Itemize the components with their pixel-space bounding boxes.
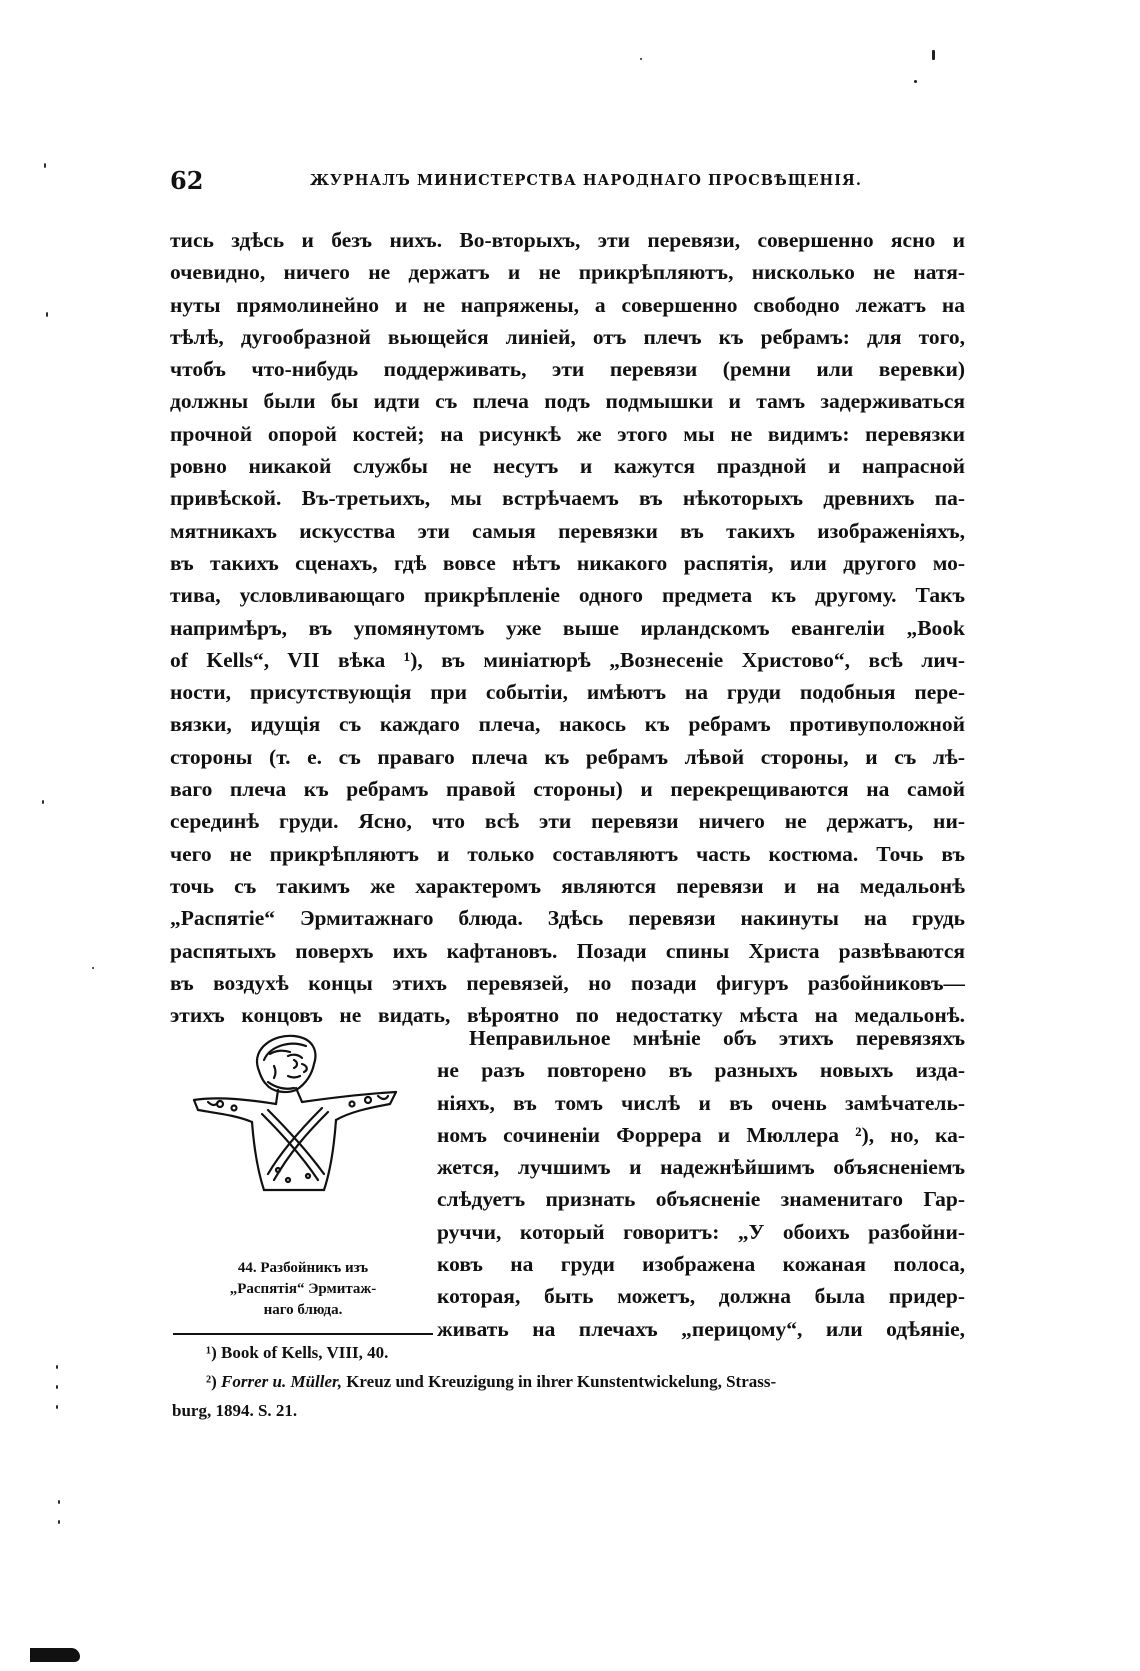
scan-speck xyxy=(56,1385,58,1389)
footnote-divider xyxy=(173,1333,433,1335)
main-text-block xyxy=(170,224,965,1031)
text-line: жется, лучшимъ и надежнѣйшимъ объясненіемъ xyxy=(437,1155,965,1180)
scan-speck xyxy=(58,1500,60,1504)
text-line: of Kells“, VII вѣка ¹), въ миніатюрѣ „Вознесеніе Христово“, всѣ лич- xyxy=(170,647,965,672)
scan-speck xyxy=(640,58,642,60)
text-line: напримѣръ, въ упомянутомъ уже выше ирландскомъ евангеліи „Book xyxy=(170,615,965,640)
footnote-1: ¹) Book of Kells, VIII, 40. xyxy=(206,1343,389,1362)
scan-speck xyxy=(42,800,44,804)
text-line: тѣлѣ, дугообразной вьющейся линіей, отъ плечъ къ ребрамъ: для того, xyxy=(170,324,965,349)
footnotes xyxy=(172,1338,967,1425)
text-line: въ воздухѣ концы этихъ перевязей, но позади фигуръ разбойниковъ— xyxy=(170,970,965,995)
text-line: слѣдуетъ признать объясненіе знаменитаго Гар- xyxy=(437,1187,965,1212)
text-line: „Распятіе“ Эрмитажнаго блюда. Здѣсь перевязи накинуты на грудь xyxy=(170,906,965,931)
text-line: вязки, идущія съ каждаго плеча, накось къ ребрамъ противуположной xyxy=(170,712,965,737)
footnote-2-title: Kreuz und Kreuzigung in ihrer Kunstentwickelung, Strass- xyxy=(341,1372,777,1391)
text-line: распятыхъ поверхъ ихъ кафтановъ. Позади спины Христа развѣваются xyxy=(170,938,965,963)
caption-line: наго блюда. xyxy=(263,1302,343,1318)
page-number: 62 xyxy=(170,166,204,195)
text-line: тива, условливающаго прикрѣпленіе одного предмета къ другому. Такъ xyxy=(170,583,965,608)
robber-figure-drawing xyxy=(190,1030,410,1210)
footnote-2-marker: ²) xyxy=(206,1372,217,1391)
scan-edge-mark xyxy=(30,1648,80,1662)
text-line: этихъ концовъ не видать, вѣроятно по недостатку мѣста на медальонѣ. xyxy=(170,1003,965,1028)
text-line: ности, присутствующія при событіи, имѣютъ на груди подобныя пере- xyxy=(170,680,965,705)
text-line: должны были бы идти съ плеча подъ подмышки и тамъ задерживаться xyxy=(170,389,965,414)
scan-speck xyxy=(56,1405,58,1409)
figure-illustration xyxy=(190,1030,410,1210)
text-line: руччи, который говоритъ: „У обоихъ разбойни- xyxy=(437,1219,965,1244)
scan-speck xyxy=(932,50,935,60)
page-header xyxy=(170,166,970,196)
text-line: ровно никакой службы не несутъ и кажутся праздной и напрасной xyxy=(170,454,965,479)
text-line: въ такихъ сценахъ, гдѣ вовсе нѣтъ никакого распятія, или другого мо- xyxy=(170,550,965,575)
text-line: которая, быть можетъ, должна была придер- xyxy=(437,1284,965,1309)
scan-speck xyxy=(92,967,94,969)
scan-speck xyxy=(58,1520,60,1524)
caption-line: „Распятія“ Эрмитаж- xyxy=(229,1281,377,1297)
text-line: прочной опорой костей; на рисункѣ же этого мы не видимъ: перевязки xyxy=(170,421,965,446)
scan-speck xyxy=(46,312,48,317)
text-line: чтобъ что-нибудь поддерживать, эти перевязи (ремни или веревки) xyxy=(170,357,965,382)
text-line: чего не прикрѣпляютъ и только составляютъ часть костюма. Точь въ xyxy=(170,841,965,866)
text-line: мятникахъ искусства эти самыя перевязки въ такихъ изображеніяхъ, xyxy=(170,518,965,543)
footnote-2-authors: Forrer u. Müller, xyxy=(221,1372,342,1391)
text-line: точь съ такимъ же характеромъ являются перевязи и на медальонѣ xyxy=(170,873,965,898)
text-line: привѣской. Въ-третьихъ, мы встрѣчаемъ въ нѣкоторыхъ древнихъ па- xyxy=(170,486,965,511)
text-line: не разъ повторено въ разныхъ новыхъ изда- xyxy=(437,1058,965,1083)
text-line: стороны (т. е. съ праваго плеча къ ребрамъ лѣвой стороны, и съ лѣ- xyxy=(170,744,965,769)
scan-speck xyxy=(56,1365,58,1369)
figure-caption xyxy=(188,1258,418,1321)
caption-line: 44. Разбойникъ изъ xyxy=(237,1260,369,1276)
text-line: номъ сочиненіи Форрера и Мюллера ²), но, ка- xyxy=(437,1122,965,1147)
running-title: ЖУРНАЛЪ МИНИСТЕРСТВА НАРОДНАГО ПРОСВѢЩЕНІЯ. xyxy=(310,172,862,189)
footnote-2 xyxy=(172,1367,967,1396)
wrapped-text-block xyxy=(437,1022,965,1345)
text-line: живать на плечахъ „перицому“, или одѣяніе, xyxy=(437,1316,965,1341)
text-line: очевидно, ничего не держатъ и не прикрѣпляютъ, нисколько не натя- xyxy=(170,260,965,285)
text-line: ваго плеча къ ребрамъ правой стороны) и перекрещиваются на самой xyxy=(170,777,965,802)
text-line: ковъ на груди изображена кожаная полоса, xyxy=(437,1252,965,1277)
scan-speck xyxy=(914,80,917,83)
text-line: Неправильное мнѣніе объ этихъ перевязяхъ xyxy=(469,1026,965,1050)
text-line: ніяхъ, въ томъ числѣ и въ очень замѣчатель- xyxy=(437,1090,965,1115)
text-line: тись здѣсь и безъ нихъ. Во-вторыхъ, эти перевязи, совершенно ясно и xyxy=(170,228,965,252)
text-line: серединѣ груди. Ясно, что всѣ эти перевязи ничего не держатъ, ни- xyxy=(170,809,965,834)
footnote-2-continuation: burg, 1894. S. 21. xyxy=(172,1401,298,1420)
scan-speck xyxy=(44,163,46,168)
text-line: нуты прямолинейно и не напряжены, а совершенно свободно лежатъ на xyxy=(170,292,965,317)
